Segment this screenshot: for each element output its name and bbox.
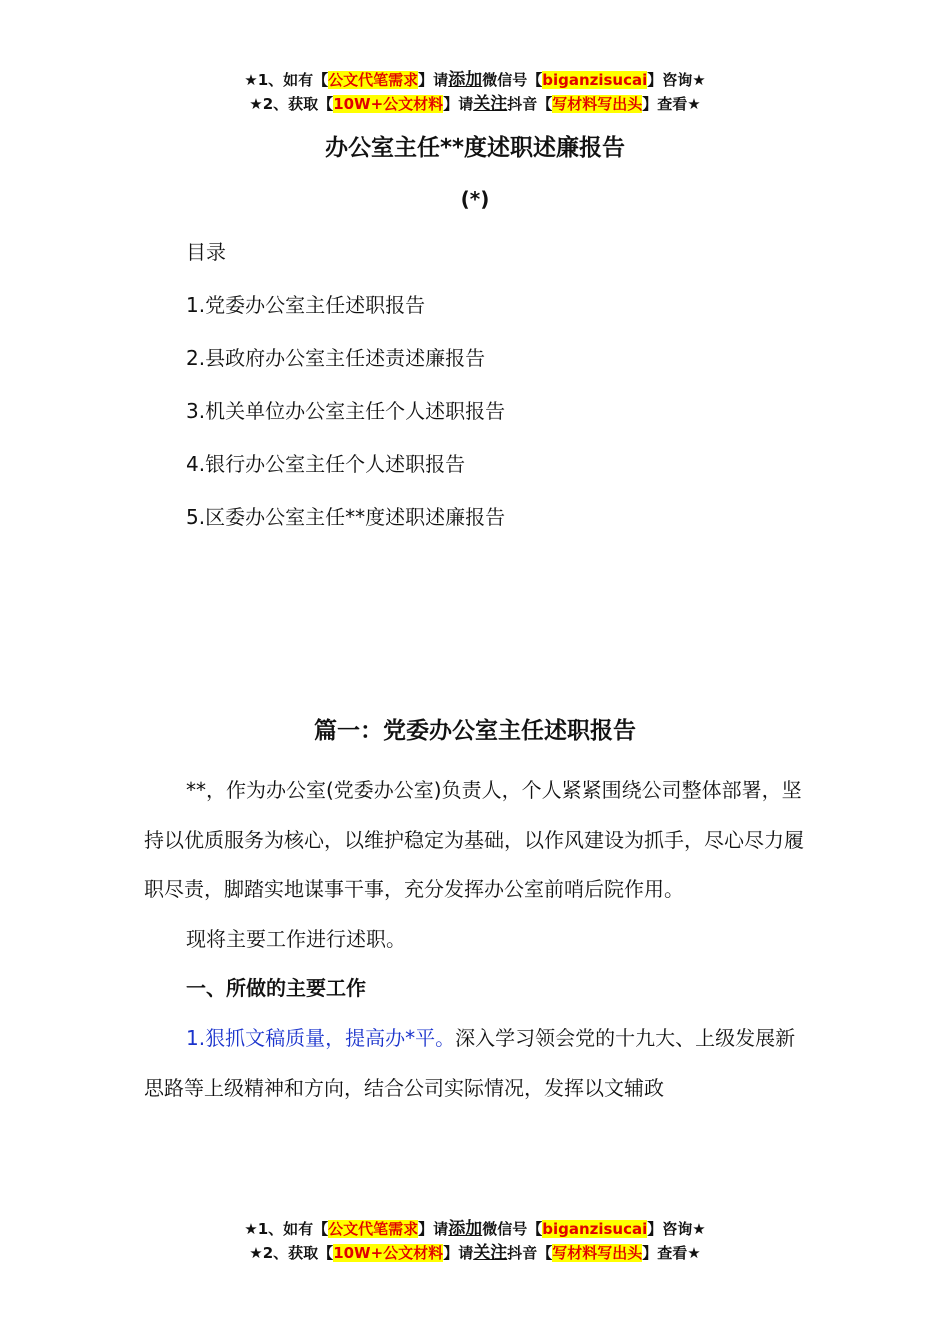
promo-banner-bottom: [0, 1217, 950, 1265]
highlight-service: 公文代笔需求: [328, 1220, 419, 1238]
highlight-materials: 10W+公文材料: [333, 1244, 444, 1262]
section-title: 篇一：党委办公室主任述职报告: [314, 718, 636, 744]
document-title: 办公室主任**度述职述廉报告: [324, 135, 626, 161]
toc-item: 3.机关单位办公室主任个人述职报告: [186, 399, 506, 423]
toc-item: 1.党委办公室主任述职报告: [186, 293, 426, 317]
toc-item: 4.银行办公室主任个人述职报告: [186, 452, 466, 476]
highlight-wechat-id: biganzisucai: [542, 71, 648, 89]
document-subtitle: (*): [460, 187, 490, 211]
item-lead: 1.狠抓文稿质量，提高办*平。: [186, 1025, 456, 1050]
promo-line-1: ★1、如有【公文代笔需求】请添加微信号【biganzisucai】咨询★: [244, 1219, 706, 1239]
highlight-douyin: 写材料写出头: [552, 95, 643, 113]
highlight-wechat-id: biganzisucai: [542, 1220, 648, 1238]
body-text: [144, 766, 812, 1113]
toc-item: 5.区委办公室主任**度述职述廉报告: [186, 505, 506, 529]
section-heading: 一、所做的主要工作: [186, 976, 366, 1001]
highlight-douyin: 写材料写出头: [552, 1244, 643, 1262]
toc-item: 2.县政府办公室主任述责述廉报告: [186, 346, 486, 370]
toc-heading: 目录: [186, 240, 226, 264]
table-of-contents: [186, 236, 505, 554]
promo-line-2: ★2、获取【10W+公文材料】请关注抖音【写材料写出头】查看★: [249, 1243, 701, 1263]
highlight-materials: 10W+公文材料: [333, 95, 444, 113]
promo-line-2: ★2、获取【10W+公文材料】请关注抖音【写材料写出头】查看★: [249, 94, 701, 114]
item-text: 深入学习领会党的十九大、上级发展新思路等上级精神和方向，结合公司实际情况，发挥以文辅政: [144, 1025, 796, 1100]
highlight-service: 公文代笔需求: [328, 71, 419, 89]
paragraph: **，作为办公室(党委办公室)负责人，个人紧紧围绕公司整体部署，坚持以优质服务为核心，以维护稳定为基础，以作风建设为抓手，尽心尽力履职尽责，脚踏实地谋事干事，充分发挥办公室前哨后院作用。: [144, 778, 804, 902]
promo-line-1: ★1、如有【公文代笔需求】请添加微信号【biganzisucai】咨询★: [244, 70, 706, 90]
promo-banner-top: [0, 68, 950, 116]
paragraph: [144, 1014, 812, 1113]
paragraph: 现将主要工作进行述职。: [186, 926, 406, 951]
